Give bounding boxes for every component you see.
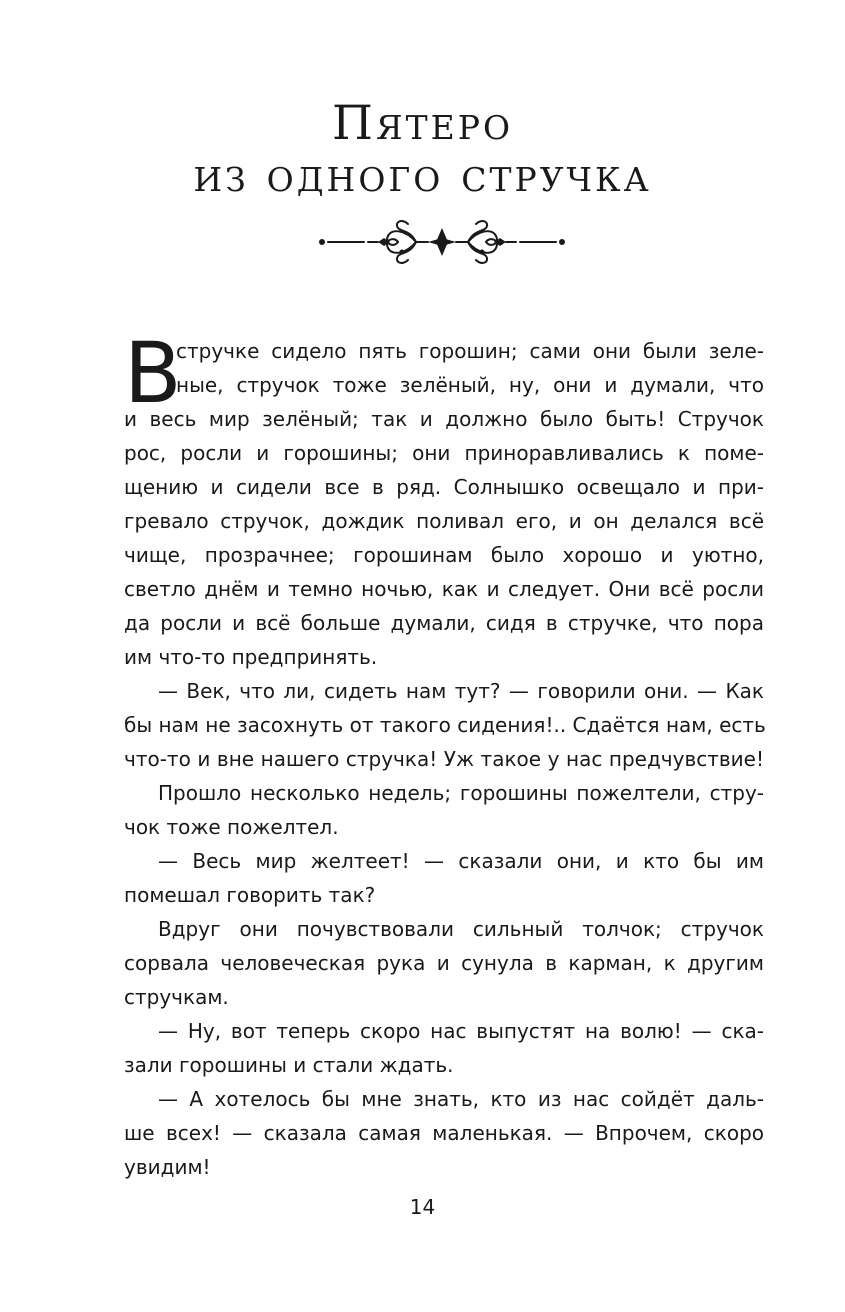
text-line: щению и сидели все в ряд. Солнышко освещало и при- bbox=[124, 475, 764, 499]
text-line: зали горошины и стали ждать. bbox=[124, 1053, 454, 1077]
text-line: стручке сидело пять горошин; сами они были зеле- bbox=[176, 339, 764, 363]
text-line: светло днём и темно ночью, как и следует. Они всё росли bbox=[124, 577, 764, 601]
page-number: 14 bbox=[409, 1195, 436, 1219]
text-line: чок тоже пожелтел. bbox=[124, 815, 339, 839]
flourish-divider-icon bbox=[312, 210, 572, 274]
text-line: увидим! bbox=[124, 1155, 211, 1179]
text-line: — Весь мир желтеет! — сказали они, и кто бы им bbox=[158, 849, 764, 873]
text-line: ше всех! — сказала самая маленькая. — Впрочем, скоро bbox=[124, 1121, 764, 1145]
text-line: помешал говорить так? bbox=[124, 883, 376, 907]
text-line: сорвала человеческая рука и сунула в карман, к другим bbox=[124, 951, 764, 975]
text-line: рос, росли и горошины; они приноравливались к поме- bbox=[124, 441, 764, 465]
text-line: — А хотелось бы мне знать, кто из нас сойдёт даль- bbox=[158, 1087, 764, 1111]
text-line: стручкам. bbox=[124, 985, 229, 1009]
text-line: да росли и всё больше думали, сидя в стручке, что пора bbox=[124, 611, 764, 635]
drop-cap: В bbox=[124, 324, 182, 422]
text-line: бы нам не засохнуть от такого сидения!.. Сдаётся нам, есть bbox=[124, 713, 766, 737]
text-line: и весь мир зелёный; так и должно было быть! Стручок bbox=[124, 407, 764, 431]
text-line: ные, стручок тоже зелёный, ну, они и думали, что bbox=[176, 373, 764, 397]
text-line: гревало стручок, дождик поливал его, и он делался всё bbox=[124, 509, 764, 533]
chapter-title-line-1: Пятеро bbox=[332, 96, 513, 151]
text-line: — Ну, вот теперь скоро нас выпустят на волю! — ска- bbox=[158, 1019, 764, 1043]
text-line: Прошло несколько недель; горошины пожелтели, стру- bbox=[158, 781, 764, 805]
text-line: — Век, что ли, сидеть нам тут? — говорили они. — Как bbox=[158, 679, 764, 703]
text-line: чище, прозрачнее; горошинам было хорошо и уютно, bbox=[124, 543, 764, 567]
text-line: Вдруг они почувствовали сильный толчок; стручок bbox=[158, 917, 764, 941]
chapter-title-line-2: из одного стручка bbox=[193, 148, 652, 203]
text-line: им что-то предпринять. bbox=[124, 645, 378, 669]
text-line: что-то и вне нашего стручка! Уж такое у нас предчувствие! bbox=[124, 747, 764, 771]
